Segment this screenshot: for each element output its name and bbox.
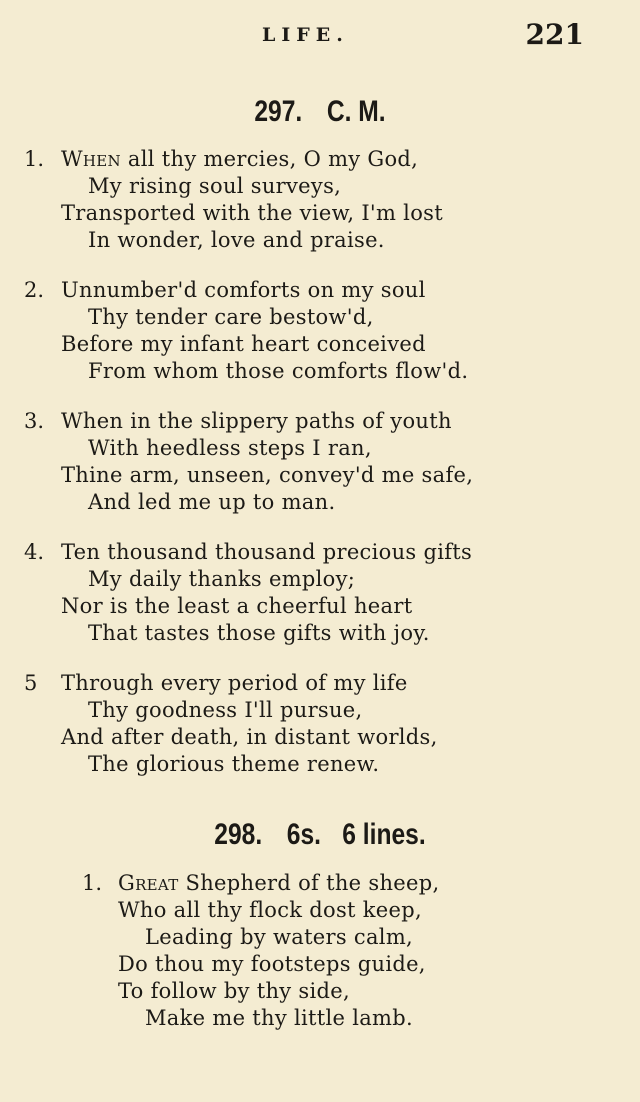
stanza-number: 1. xyxy=(24,147,45,171)
stanza-number: 1. xyxy=(82,871,103,895)
hymn-number: 298. xyxy=(214,818,263,851)
verse-line: Great Shepherd of the sheep, xyxy=(118,871,440,895)
verse-line: Make me thy little lamb. xyxy=(145,1006,413,1030)
verse-line: When all thy mercies, O my God, xyxy=(61,147,419,171)
verse-line: Nor is the least a cheerful heart xyxy=(61,594,413,618)
hymn-298-heading xyxy=(58,818,583,852)
verse-line: Thy tender care bestow'd, xyxy=(88,305,374,329)
stanza-number: 3. xyxy=(24,409,45,433)
verse-line: And led me up to man. xyxy=(88,490,336,514)
hymn-meter: 6s. xyxy=(286,818,321,851)
verse-line: Leading by waters calm, xyxy=(145,925,414,949)
verse-line: Who all thy flock dost keep, xyxy=(118,898,422,922)
verse-line: The glorious theme renew. xyxy=(88,752,380,776)
verse-line: That tastes those gifts with joy. xyxy=(88,621,430,645)
verse-line: To follow by thy side, xyxy=(118,979,350,1003)
verse-line: And after death, in distant worlds, xyxy=(61,725,438,749)
verse-line: Do thou my footsteps guide, xyxy=(118,952,426,976)
verse-line: My daily thanks employ; xyxy=(88,567,356,591)
hymn-lines-note: 6 lines. xyxy=(342,818,426,851)
verse-line: With heedless steps I ran, xyxy=(88,436,372,460)
stanza-number: 4. xyxy=(24,540,45,564)
hymn-number: 297. xyxy=(254,95,303,128)
verse-line: From whom those comforts flow'd. xyxy=(88,359,469,383)
verse-line: In wonder, love and praise. xyxy=(88,228,385,252)
verse-line: Thine arm, unseen, convey'd me safe, xyxy=(61,463,474,487)
hymn-297-heading xyxy=(58,95,583,129)
running-title: LIFE. xyxy=(262,24,349,46)
verse-line: Unnumber'd comforts on my soul xyxy=(61,278,426,302)
verse-line: Ten thousand thousand precious gifts xyxy=(61,540,473,564)
verse-line: Through every period of my life xyxy=(61,671,408,695)
hymn-meter: C. M. xyxy=(326,95,386,128)
verse-line: When in the slippery paths of youth xyxy=(61,409,452,433)
first-word: Great xyxy=(118,871,179,895)
running-head xyxy=(0,18,640,52)
stanza-number: 5 xyxy=(24,671,38,695)
verse-line: Thy goodness I'll pursue, xyxy=(88,698,363,722)
first-word: When xyxy=(61,147,121,171)
page-number: 221 xyxy=(525,18,584,51)
verse-line: Transported with the view, I'm lost xyxy=(61,201,443,225)
verse-line: Before my infant heart conceived xyxy=(61,332,426,356)
stanza-number: 2. xyxy=(24,278,45,302)
verse-line: My rising soul surveys, xyxy=(88,174,342,198)
